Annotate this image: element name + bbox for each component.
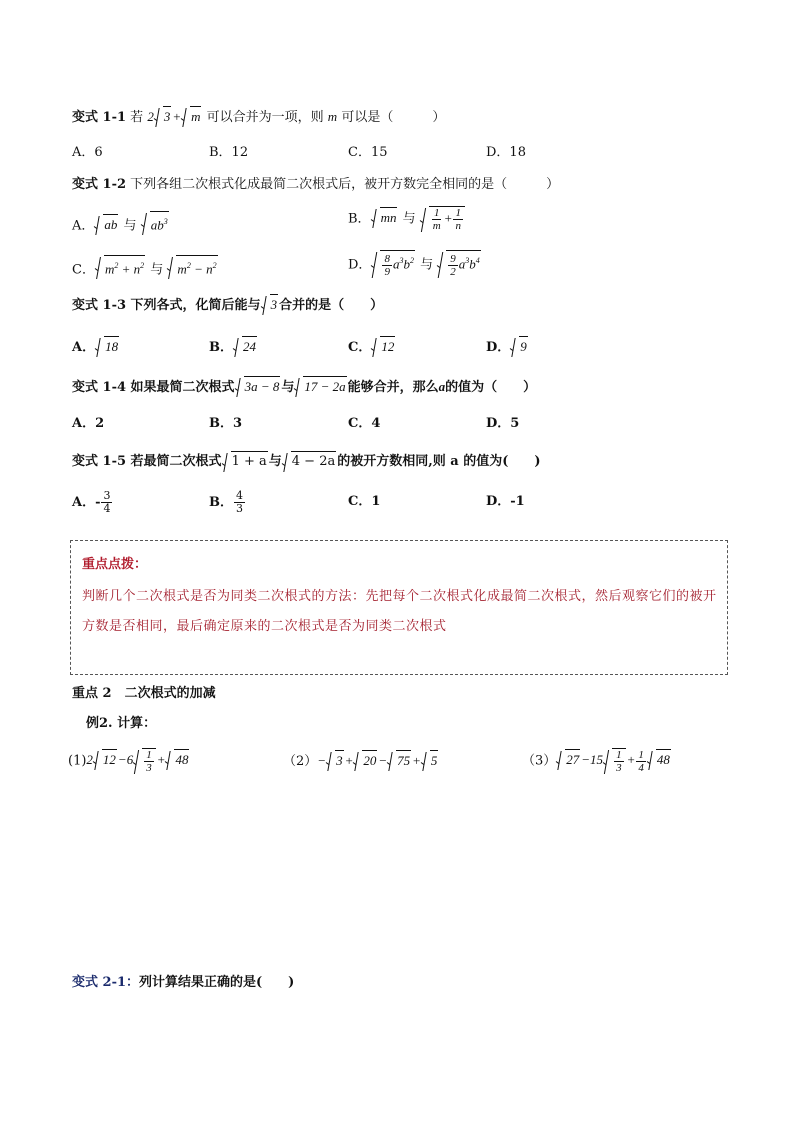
stem-text: 列计算结果正确的是( ) xyxy=(139,975,295,990)
question-1-2 xyxy=(72,175,559,195)
problem-2: （2）− 3 + 20 − 75 + 5 xyxy=(283,750,439,772)
stem-text: 合并的是（ ） xyxy=(279,298,384,313)
option-b[interactable]: B．3 xyxy=(209,416,243,431)
option-c[interactable]: C． 12 xyxy=(348,336,396,358)
example-label: 例2. 计算： xyxy=(86,716,157,731)
question-label: 变式 1-5 xyxy=(72,454,127,469)
question-label: 变式 2-1： xyxy=(72,975,140,990)
stem-text: 若 xyxy=(130,110,144,125)
question-1-4: 变式 1-4 如果最简二次根式 3a − 8 与 17 − 2a 能够合并，那么a的值为（ ） xyxy=(72,376,536,398)
option-a[interactable]: A． ab 与 $ab^3$ xyxy=(72,211,170,236)
option-d[interactable]: D．5 xyxy=(486,416,520,431)
option-b[interactable]: B． $\frac{4}{3}$ xyxy=(209,489,243,515)
question-1-3: 变式 1-3 下列各式，化简后能与 3 合并的是（ ） xyxy=(72,294,383,316)
problem-1: (1)2 12 −6 $\frac{1}{3}$ + 48 xyxy=(68,749,189,774)
question-label: 变式 1-4 xyxy=(72,380,127,395)
problem-3: （3） 27 −15 $\frac{1}{3}$ + $\frac{1}{4}$ 48 xyxy=(522,749,670,774)
question-label: 变式 1-3 xyxy=(72,298,127,313)
option-d[interactable]: D．-1 xyxy=(486,494,525,509)
stem-text: 下列各组二次根式化成最简二次根式后，被开方数完全相同的是（ ） xyxy=(130,177,560,192)
key-point-title: 重点点拨： xyxy=(82,557,148,572)
stem-text: 可以合并为一项，则 xyxy=(206,110,324,125)
stem-text: 若最简二次根式 xyxy=(130,454,222,469)
variable: a xyxy=(438,379,446,394)
option-c[interactable]: C．4 xyxy=(348,416,381,431)
option-a[interactable]: A． 18 xyxy=(72,336,120,358)
stem-text: 的值为（ ） xyxy=(445,380,537,395)
option-d[interactable]: D． $\frac{8}{9}$ $a^3b^2$ 与 $\frac{9}{2}$ $a^3b^4$ xyxy=(348,250,482,278)
option-c[interactable]: C． $m^2 + n^2$ 与 $m^2 - n^2$ xyxy=(72,255,219,280)
stem-text: 的被开方数相同,则 a 的值为( ) xyxy=(337,454,541,469)
section-title: 重点 2 二次根式的加减 xyxy=(72,686,216,701)
option-c[interactable]: C．1 xyxy=(348,494,381,509)
option-d[interactable]: D．18 xyxy=(486,145,526,160)
variable: m xyxy=(327,109,338,124)
option-c[interactable]: C．15 xyxy=(348,145,388,160)
question-label: 变式 1-2 xyxy=(72,177,127,192)
option-d[interactable]: D． 9 xyxy=(486,336,529,358)
stem-text: 下列各式，化简后能与 xyxy=(130,298,261,313)
option-a[interactable]: A．- $\frac{3}{4}$ xyxy=(72,489,111,515)
option-b[interactable]: B．12 xyxy=(209,145,249,160)
stem-text: 与 xyxy=(268,454,282,469)
question-1-1 xyxy=(72,106,445,128)
question-1-5: 变式 1-5 若最简二次根式 1 + a 与 4 − 2a 的被开方数相同,则 a 的值为( ) xyxy=(72,451,541,472)
question-label: 变式 1-1 xyxy=(72,110,127,125)
option-b[interactable]: B． mn 与 $\frac{1}{m}$ + $\frac{1}{n}$ xyxy=(348,206,466,232)
stem-text: 与 xyxy=(281,380,295,395)
stem-text: 如果最简二次根式 xyxy=(130,380,235,395)
math-expression-render: 2 3 + m xyxy=(147,109,202,124)
stem-text: 能够合并，那么 xyxy=(347,380,439,395)
stem-text: 可以是（ ） xyxy=(341,110,446,125)
option-b[interactable]: B． 24 xyxy=(209,336,258,358)
option-a[interactable]: A．6 xyxy=(72,145,103,160)
key-point-body: 判断几个二次根式是否为同类二次根式的方法：先把每个二次根式化成最简二次根式，然后观察它们的被开方数是否相同，最后确定原来的二次根式是否为同类二次根式 xyxy=(82,589,717,634)
option-a[interactable]: A．2 xyxy=(72,416,105,431)
question-2-1 xyxy=(72,973,294,993)
